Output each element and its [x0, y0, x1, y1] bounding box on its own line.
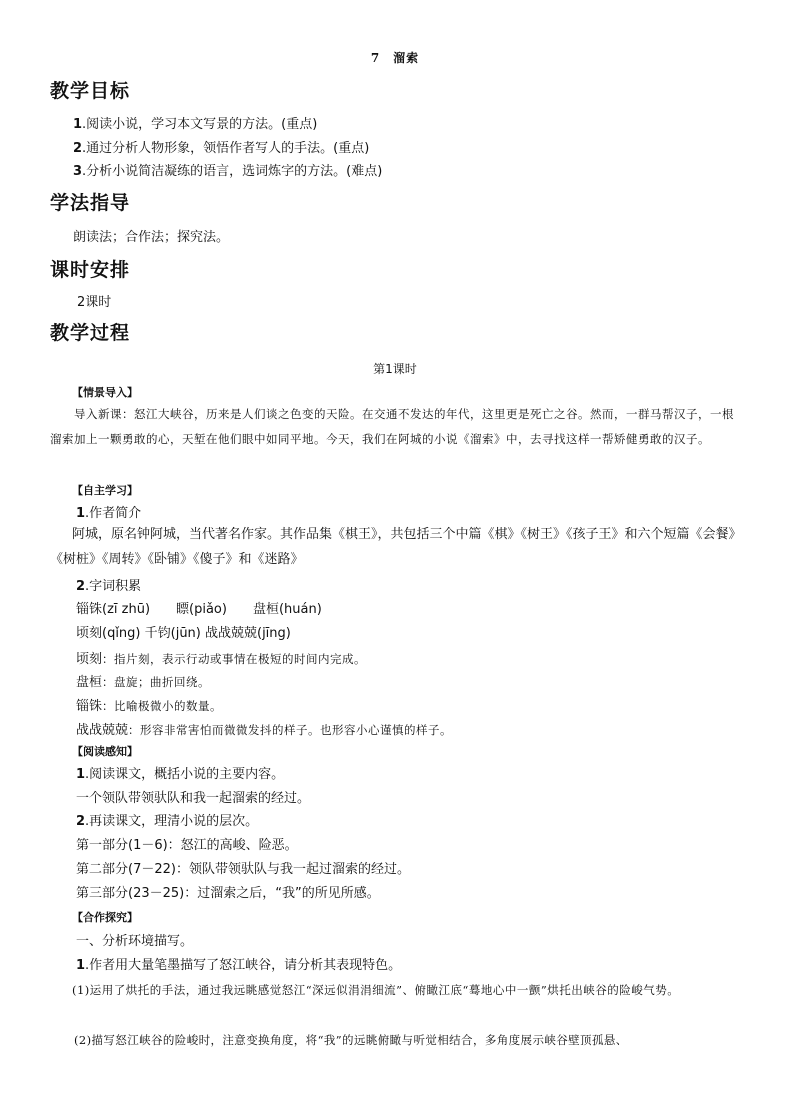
definition-term: 战战兢兢: [76, 723, 129, 738]
question-1-num: 1: [76, 958, 86, 973]
structure-part-3: 第三部分(23－25)：过溜索之后，“我”的所见所感。: [76, 886, 380, 901]
words-line-1: 锱铢(zī zhū) 瞟(piǎo) 盘桓(huán): [76, 602, 322, 617]
question-1: [76, 957, 401, 975]
definition-item: [76, 719, 452, 738]
definition-desc: ：形容非常害怕而微微发抖的样子。也形容小心谨慎的样子。: [128, 723, 453, 737]
reading-task-1: [76, 766, 284, 784]
goal-item-2-text: .通过分析人物形象，领悟作者写人的手法。(重点): [82, 141, 370, 156]
definition-item: [76, 695, 222, 714]
goal-item-2: [73, 140, 369, 158]
words-heading-text: .字词积累: [85, 579, 142, 594]
reading-task-1-num: 1: [76, 767, 86, 782]
words-line-2: 顷刻(qǐng) 千钧(jūn) 战战兢兢(jīng): [76, 626, 291, 641]
lesson-label: 第1课时: [373, 362, 417, 376]
tag-self-study: 【自主学习】: [72, 484, 138, 497]
intro-paragraph: 导入新课：怒江大峡谷，历来是人们谈之色变的天险。在交通不发达的年代，这里更是死亡之谷。然而，一群马帮汉子，一根溜索加上一颗勇敢的心，天堑在他们眼中如同平地。今天，我们在阿城的小说《溜索》中，去寻找这样一帮矫健勇敢的汉子。: [50, 407, 734, 446]
words-heading: [76, 578, 141, 596]
study-method-text: 朗读法；合作法；探究法。: [73, 230, 230, 245]
definition-desc: ：指片刻，表示行动或事情在极短的时间内完成。: [102, 652, 367, 666]
tag-cooperation: 【合作探究】: [72, 911, 138, 924]
answer-2: (2)描写怒江峡谷的险峻时，注意变换角度，将“我”的远眺俯瞰与听觉相结合，多角度展示峡谷壁顶孤悬、: [74, 1033, 628, 1047]
author-heading-num: 1: [76, 506, 86, 521]
author-heading-text: .作者简介: [85, 506, 142, 521]
definition-item: [76, 671, 210, 690]
author-heading: [76, 505, 141, 523]
page-title: 7 溜索: [370, 51, 420, 65]
structure-part-2: 第二部分(7－22)：领队带领驮队与我一起过溜索的经过。: [76, 862, 410, 877]
reading-task-2-num: 2: [76, 814, 86, 829]
definition-desc: ：比喻极微小的数量。: [102, 699, 223, 713]
structure-part-1: 第一部分(1－6)：怒江的高峻、险恶。: [76, 838, 298, 853]
goal-item-1: [73, 116, 317, 134]
reading-task-1-text: .阅读课文，概括小说的主要内容。: [85, 767, 285, 782]
goal-item-1-num: 1: [73, 117, 83, 132]
goal-item-2-num: 2: [73, 141, 83, 156]
tag-reading: 【阅读感知】: [72, 745, 138, 758]
author-paragraph: 阿城，原名钟阿城，当代著名作家。其作品集《棋王》，共包括三个中篇《棋》《树王》《孩子王》和六个短篇《会餐》《树桩》《周转》《卧铺》《傻子》和《迷路》: [50, 527, 742, 567]
heading-teaching-goals: 教学目标: [50, 80, 131, 102]
heading-teaching-process: 教学过程: [50, 322, 131, 344]
analysis-heading: 一、分析环境描写。: [76, 934, 194, 949]
question-1-text: .作者用大量笔墨描写了怒江峡谷，请分析其表现特色。: [85, 958, 402, 973]
goal-item-3-num: 3: [73, 164, 83, 179]
schedule-text: 2课时: [77, 295, 112, 310]
definition-desc: ：盘旋；曲折回绕。: [102, 675, 211, 689]
reading-task-2-text: .再读课文，理清小说的层次。: [85, 814, 259, 829]
reading-answer-1: 一个领队带领驮队和我一起溜索的经过。: [76, 791, 311, 806]
definition-term: 锱铢: [76, 699, 103, 714]
goal-item-3-text: .分析小说简洁凝练的语言，选词炼字的方法。(难点): [82, 164, 383, 179]
words-heading-num: 2: [76, 579, 86, 594]
answer-1: (1)运用了烘托的手法，通过我远眺感觉怒江“深远似涓涓细流”、俯瞰江底“蓦地心中一颤”烘托出峡谷的险峻气势。: [72, 983, 680, 997]
goal-item-1-text: .阅读小说，学习本文写景的方法。(重点): [82, 117, 318, 132]
heading-study-method: 学法指导: [50, 192, 131, 214]
definition-item: [76, 648, 366, 667]
definition-term: 盘桓: [76, 675, 103, 690]
heading-schedule: 课时安排: [50, 259, 131, 281]
goal-item-3: [73, 163, 382, 181]
definition-term: 顷刻: [76, 652, 103, 667]
tag-scene-intro: 【情景导入】: [72, 386, 138, 399]
reading-task-2: [76, 813, 258, 831]
